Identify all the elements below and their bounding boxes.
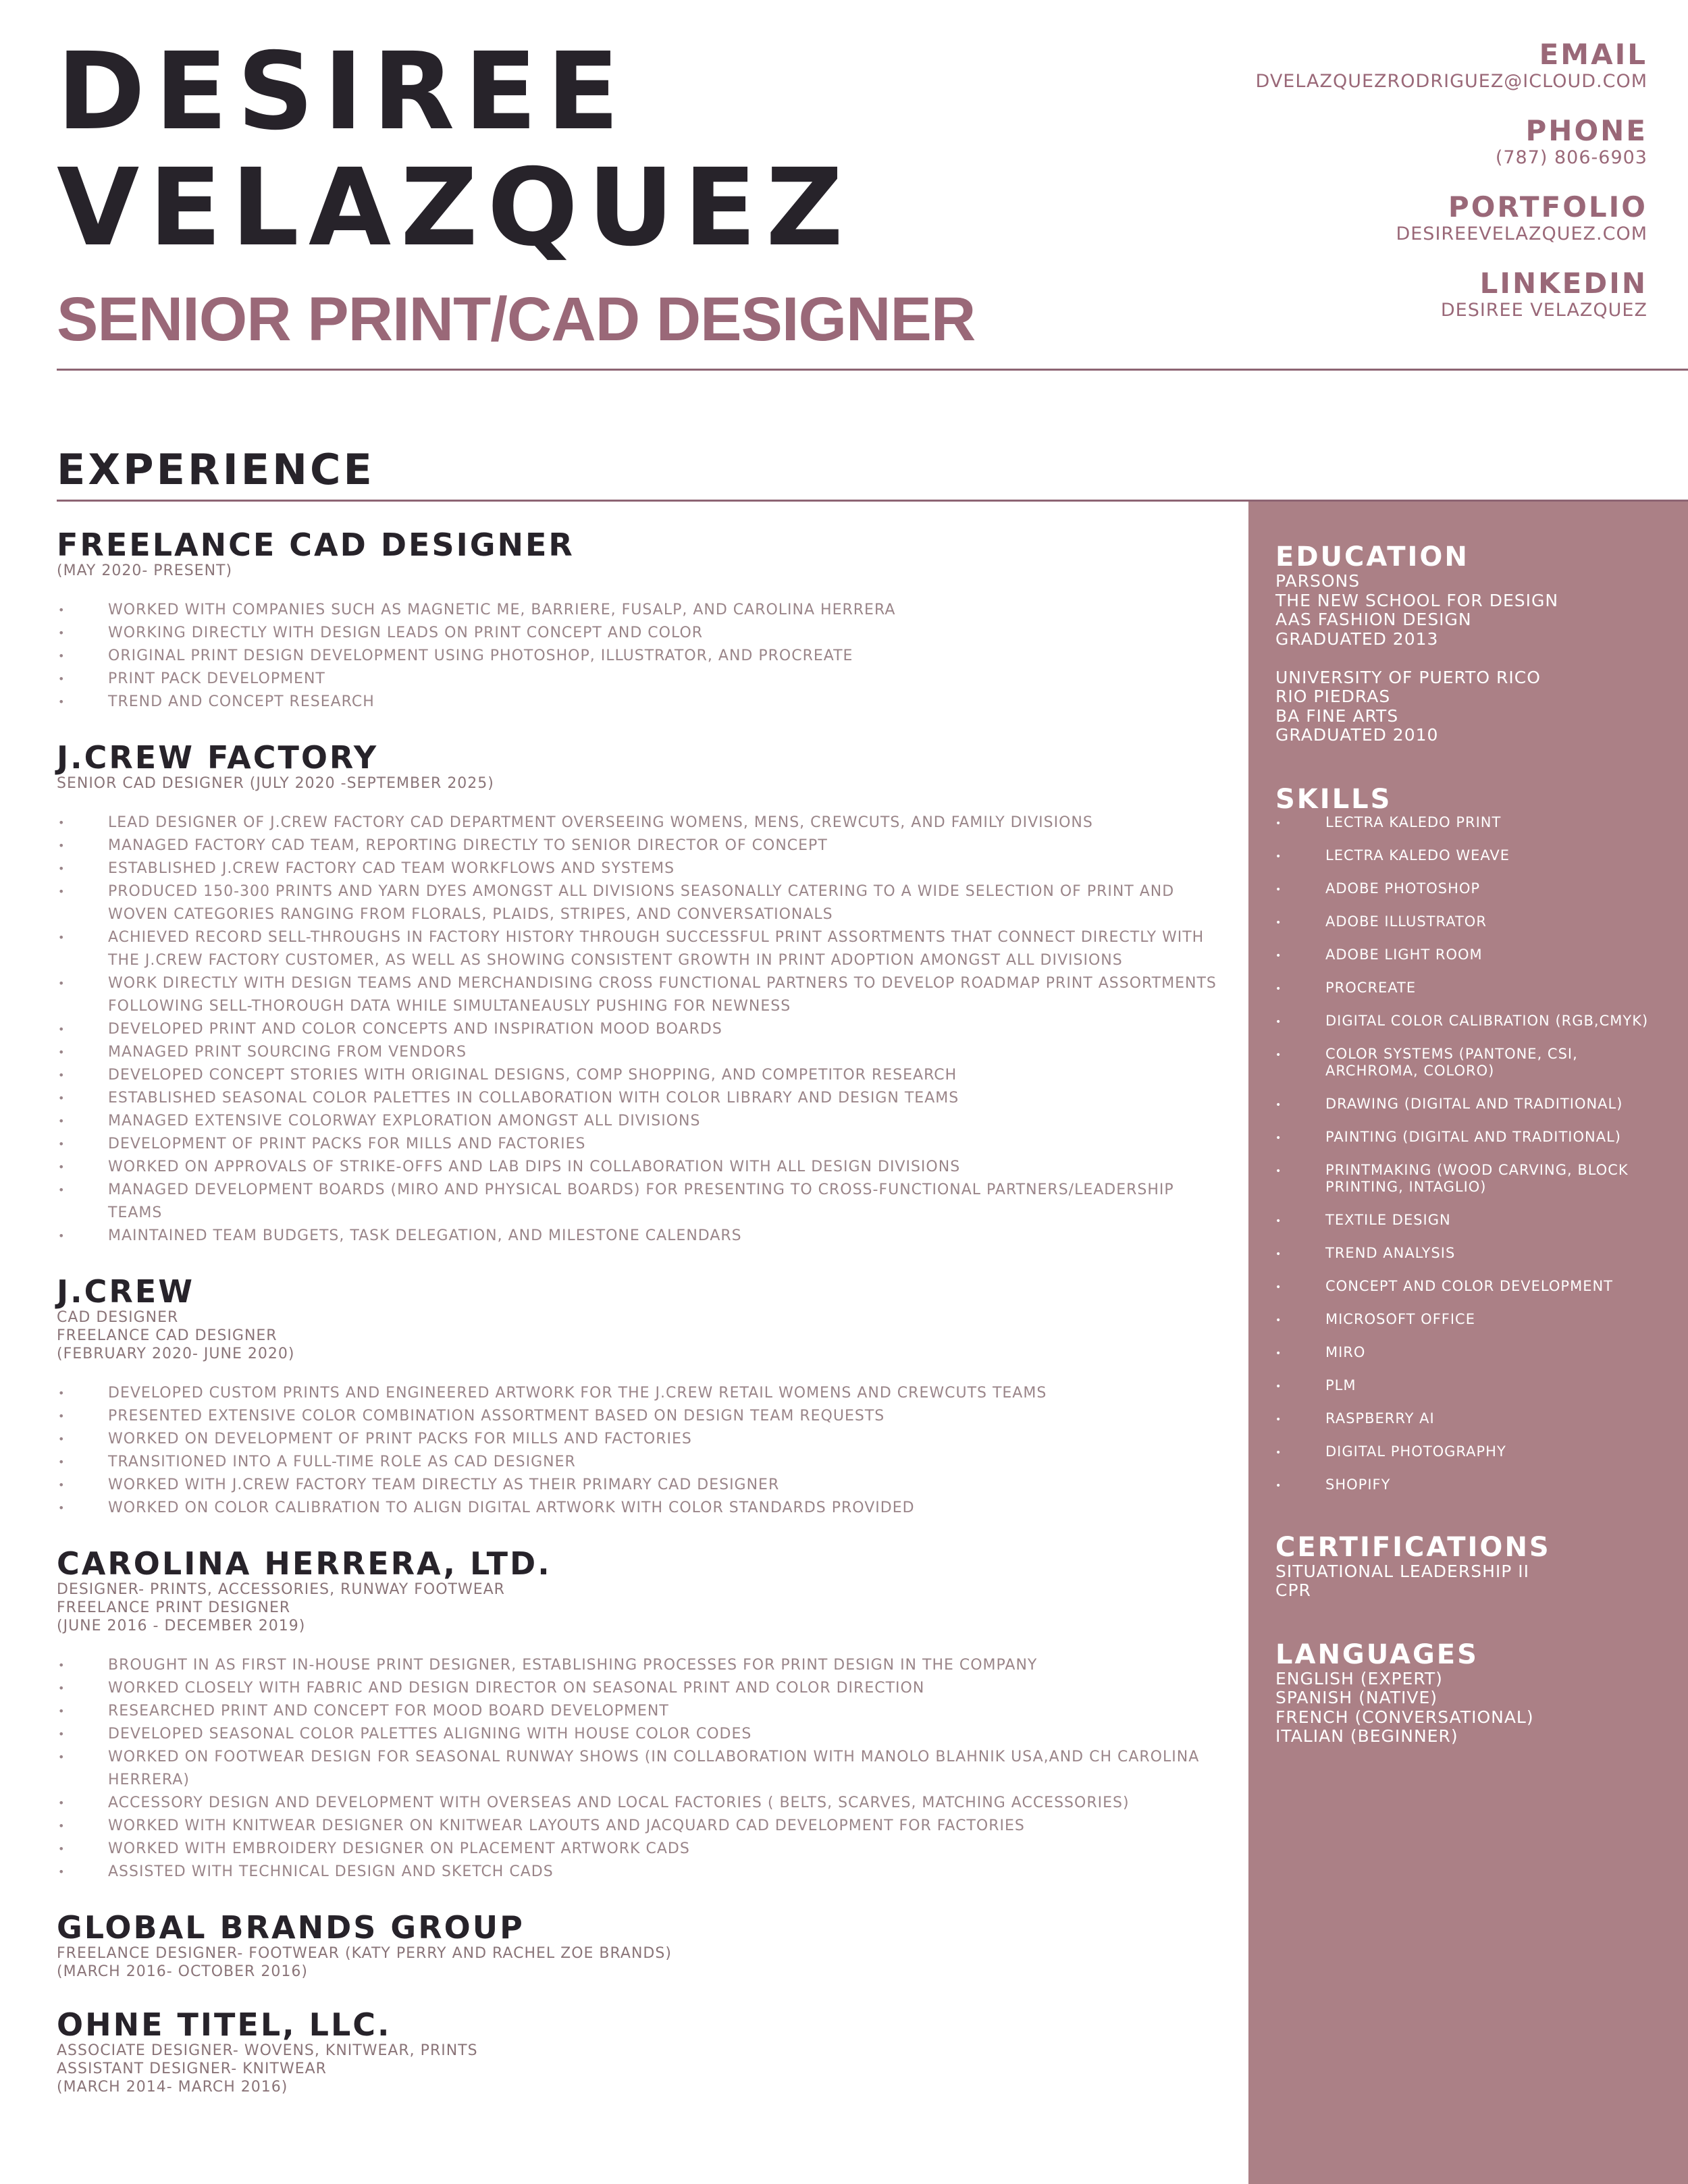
sidebar-line: FRENCH (CONVERSATIONAL): [1275, 1707, 1534, 1727]
job-entry: [57, 1275, 1232, 1520]
skill-item: • PRINTMAKING (WOOD CARVING, BLOCK PRINTING, INTAGLIO): [1275, 1162, 1661, 1196]
skill-item: • LECTRA KALEDO WEAVE: [1275, 847, 1661, 864]
bullet-item: • RESEARCHED PRINT AND CONCEPT FOR MOOD BOARD DEVELOPMENT: [57, 1700, 1232, 1723]
bullet-item: • WORKED WITH KNITWEAR DESIGNER ON KNITWEAR LAYOUTS AND JACQUARD CAD DEVELOPMENT FOR FACTORIES: [57, 1815, 1232, 1838]
job-entry: [57, 2008, 1232, 2096]
job-bullets: [57, 1654, 1232, 1884]
bullet-item: • BROUGHT IN AS FIRST IN-HOUSE PRINT DESIGNER, ESTABLISHING PROCESSES FOR PRINT DESIGN IN THE COMPANY: [57, 1654, 1232, 1677]
skills-heading: SKILLS: [1275, 783, 1392, 815]
contact-phone: [972, 115, 1647, 169]
skill-item: • PROCREATE: [1275, 980, 1661, 996]
skill-item: • LECTRA KALEDO PRINT: [1275, 814, 1661, 831]
education-section: [1275, 542, 1661, 745]
bullet-item: • MAINTAINED TEAM BUDGETS, TASK DELEGATION, AND MILESTONE CALENDARS: [57, 1225, 1232, 1248]
sidebar-line: BA FINE ARTS: [1275, 705, 1399, 726]
job-subtitle: (FEBRUARY 2020- JUNE 2020): [57, 1346, 295, 1362]
sidebar-line: CPR: [1275, 1580, 1311, 1600]
sidebar-line: [1275, 649, 1661, 668]
contact-email: [972, 39, 1647, 93]
full-name: [57, 30, 853, 270]
bullet-item: • ESTABLISHED J.CREW FACTORY CAD TEAM WORKFLOWS AND SYSTEMS: [57, 857, 1232, 880]
contact-portfolio: [972, 192, 1647, 246]
bullet-item: • WORK DIRECTLY WITH DESIGN TEAMS AND MERCHANDISING CROSS FUNCTIONAL PARTNERS TO DEVELOP ROADMAP PRINT ASSORTMENTS FOLLOWING SELL-THOROUGH DATA WHILE SIMULTANEAUSLY PUSHING FOR NEWNESS: [57, 972, 1232, 1018]
certifications-heading: CERTIFICATIONS: [1275, 1531, 1551, 1563]
skill-item: • RASPBERRY AI: [1275, 1410, 1661, 1427]
job-subtitle: DESIGNER- PRINTS, ACCESSORIES, RUNWAY FOOTWEAR: [57, 1581, 505, 1598]
bullet-item: • WORKED WITH J.CREW FACTORY TEAM DIRECTLY AS THEIR PRIMARY CAD DESIGNER: [57, 1474, 1232, 1497]
bullet-item: • DEVELOPED PRINT AND COLOR CONCEPTS AND INSPIRATION MOOD BOARDS: [57, 1018, 1232, 1041]
sidebar-line: AAS FASHION DESIGN: [1275, 610, 1472, 629]
bullet-item: • DEVELOPED CUSTOM PRINTS AND ENGINEERED ARTWORK FOR THE J.CREW RETAIL WOMENS AND CREWCUTS TEAMS: [57, 1382, 1232, 1405]
bullet-item: • WORKED CLOSELY WITH FABRIC AND DESIGN DIRECTOR ON SEASONAL PRINT AND COLOR DIRECTION: [57, 1677, 1232, 1700]
linkedin-link[interactable]: DESIREE VELAZQUEZ: [1440, 300, 1647, 321]
job-title: OHNE TITEL, LLC.: [57, 2006, 392, 2043]
job-subtitle: ASSOCIATE DESIGNER- WOVENS, KNITWEAR, PRINTS: [57, 2042, 478, 2059]
contact-label: EMAIL: [1539, 38, 1647, 71]
bullet-item: • DEVELOPED CONCEPT STORIES WITH ORIGINAL DESIGNS, COMP SHOPPING, AND COMPETITOR RESEARCH: [57, 1064, 1232, 1087]
skill-item: • ADOBE PHOTOSHOP: [1275, 880, 1661, 897]
job-bullets: [57, 599, 1232, 714]
skills-section: [1275, 784, 1661, 1493]
phone-link[interactable]: (787) 806-6903: [1495, 147, 1647, 168]
bullet-item: • TREND AND CONCEPT RESEARCH: [57, 691, 1232, 714]
bullet-item: • MANAGED PRINT SOURCING FROM VENDORS: [57, 1041, 1232, 1064]
job-entry: [57, 1547, 1232, 1884]
skill-item: • DIGITAL PHOTOGRAPHY: [1275, 1443, 1661, 1460]
languages-section: [1275, 1640, 1661, 1747]
languages-heading: LANGUAGES: [1275, 1639, 1479, 1670]
job-subtitle: FREELANCE PRINT DESIGNER: [57, 1599, 291, 1616]
sidebar-line: RIO PIEDRAS: [1275, 687, 1391, 706]
bullet-item: • WORKED WITH EMBROIDERY DESIGNER ON PLACEMENT ARTWORK CADS: [57, 1838, 1232, 1861]
bullet-item: • WORKED WITH COMPANIES SUCH AS MAGNETIC ME, BARRIERE, FUSALP, AND CAROLINA HERRERA: [57, 599, 1232, 622]
skill-item: • COLOR SYSTEMS (PANTONE, CSI, ARCHROMA, COLORO): [1275, 1046, 1661, 1080]
certifications-section: [1275, 1533, 1661, 1601]
skill-item: • DIGITAL COLOR CALIBRATION (RGB,CMYK): [1275, 1013, 1661, 1030]
education-heading: EDUCATION: [1275, 541, 1469, 572]
skill-item: • SHOPIFY: [1275, 1476, 1661, 1493]
bullet-item: • MANAGED EXTENSIVE COLORWAY EXPLORATION AMONGST ALL DIVISIONS: [57, 1110, 1232, 1133]
sidebar-line: PARSONS: [1275, 571, 1361, 591]
skill-item: • MICROSOFT OFFICE: [1275, 1311, 1661, 1328]
sidebar-line: UNIVERSITY OF PUERTO RICO: [1275, 667, 1541, 687]
bullet-item: • PRESENTED EXTENSIVE COLOR COMBINATION ASSORTMENT BASED ON DESIGN TEAM REQUESTS: [57, 1405, 1232, 1428]
job-entry: [57, 1911, 1232, 1981]
languages-lines: [1275, 1670, 1661, 1747]
bullet-item: • LEAD DESIGNER OF J.CREW FACTORY CAD DEPARTMENT OVERSEEING WOMENS, MENS, CREWCUTS, AND FAMILY DIVISIONS: [57, 811, 1232, 834]
job-subtitle: (MAY 2020- PRESENT): [57, 562, 233, 579]
bullet-item: • WORKING DIRECTLY WITH DESIGN LEADS ON PRINT CONCEPT AND COLOR: [57, 622, 1232, 645]
bullet-item: • MANAGED FACTORY CAD TEAM, REPORTING DIRECTLY TO SENIOR DIRECTOR OF CONCEPT: [57, 834, 1232, 857]
job-title: J.CREW: [57, 1273, 194, 1310]
bullet-item: • ORIGINAL PRINT DESIGN DEVELOPMENT USING PHOTOSHOP, ILLUSTRATOR, AND PROCREATE: [57, 645, 1232, 668]
job-subtitle: CAD DESIGNER: [57, 1309, 179, 1326]
job-bullets: [57, 811, 1232, 1248]
bullet-item: • ACCESSORY DESIGN AND DEVELOPMENT WITH OVERSEAS AND LOCAL FACTORIES ( BELTS, SCARVES, MATCHING ACCESSORIES): [57, 1792, 1232, 1815]
skill-item: • ADOBE LIGHT ROOM: [1275, 947, 1661, 963]
sidebar-line: SPANISH (NATIVE): [1275, 1688, 1438, 1707]
job-subtitle: (MARCH 2016- OCTOBER 2016): [57, 1963, 308, 1980]
sidebar-line: SITUATIONAL LEADERSHIP II: [1275, 1561, 1530, 1581]
job-subtitle: FREELANCE DESIGNER- FOOTWEAR (KATY PERRY AND RACHEL ZOE BRANDS): [57, 1945, 672, 1962]
bullet-item: • ACHIEVED RECORD SELL-THROUGHS IN FACTORY HISTORY THROUGH SUCCESSFUL PRINT ASSORTMENTS THAT CONNECT DIRECTLY WITH THE J.CREW FACTORY CUSTOMER, AS WELL AS SHOWING CONSISTENT GROWTH IN PRINT ADOPTION AMONGST ALL DIVISIONS: [57, 926, 1232, 972]
contact-label: PHONE: [1525, 114, 1647, 147]
certifications-lines: [1275, 1562, 1661, 1601]
bullet-item: • TRANSITIONED INTO A FULL-TIME ROLE AS CAD DESIGNER: [57, 1451, 1232, 1474]
job-subtitle: (JUNE 2016 - DECEMBER 2019): [57, 1618, 306, 1634]
skills-list: [1275, 814, 1661, 1493]
education-lines: [1275, 572, 1661, 745]
job-role-title: SENIOR PRINT/CAD DESIGNER: [57, 285, 976, 354]
job-subtitle: FREELANCE CAD DESIGNER: [57, 1327, 278, 1344]
sidebar-line: GRADUATED 2013: [1275, 629, 1439, 649]
experience-heading: EXPERIENCE: [57, 445, 375, 494]
skill-item: • DRAWING (DIGITAL AND TRADITIONAL): [1275, 1096, 1661, 1113]
job-subtitle: ASSISTANT DESIGNER- KNITWEAR: [57, 2060, 327, 2077]
bullet-item: • WORKED ON APPROVALS OF STRIKE-OFFS AND LAB DIPS IN COLLABORATION WITH ALL DESIGN DIVISIONS: [57, 1156, 1232, 1179]
bullet-item: • WORKED ON FOOTWEAR DESIGN FOR SEASONAL RUNWAY SHOWS (IN COLLABORATION WITH MANOLO BLAHNIK USA,AND CH CAROLINA HERRERA): [57, 1746, 1232, 1792]
bullet-item: • ASSISTED WITH TECHNICAL DESIGN AND SKETCH CADS: [57, 1861, 1232, 1884]
job-title: J.CREW FACTORY: [57, 739, 379, 776]
bullet-item: • WORKED ON DEVELOPMENT OF PRINT PACKS FOR MILLS AND FACTORIES: [57, 1428, 1232, 1451]
sidebar: [1248, 502, 1688, 2184]
job-entry: [57, 741, 1232, 1248]
sidebar-line: THE NEW SCHOOL FOR DESIGN: [1275, 590, 1559, 610]
sidebar-line: GRADUATED 2010: [1275, 725, 1439, 745]
bullet-item: • ESTABLISHED SEASONAL COLOR PALETTES IN COLLABORATION WITH COLOR LIBRARY AND DESIGN TEAMS: [57, 1087, 1232, 1110]
contact-linkedin: [972, 268, 1647, 322]
job-entry: [57, 528, 1232, 714]
bullet-item: • PRODUCED 150-300 PRINTS AND YARN DYES AMONGST ALL DIVISIONS SEASONALLY CATERING TO A WIDE SELECTION OF PRINT AND WOVEN CATEGORIES RANGING FROM FLORALS, PLAIDS, STRIPES, AND CONVERSATIONALS: [57, 880, 1232, 926]
bullet-item: • MANAGED DEVELOPMENT BOARDS (MIRO AND PHYSICAL BOARDS) FOR PRESENTING TO CROSS-FUNCTIONAL PARTNERS/LEADERSHIP TEAMS: [57, 1179, 1232, 1225]
contact-label: LINKEDIN: [1479, 267, 1647, 300]
last-name: VELAZQUEZ: [57, 146, 853, 270]
bullet-item: • PRINT PACK DEVELOPMENT: [57, 668, 1232, 691]
skill-item: • PLM: [1275, 1377, 1661, 1394]
job-title: CAROLINA HERRERA, LTD.: [57, 1545, 552, 1582]
experience-list: [57, 528, 1232, 2123]
email-link[interactable]: DVELAZQUEZRODRIGUEZ@ICLOUD.COM: [1255, 71, 1647, 92]
job-title: FREELANCE CAD DESIGNER: [57, 527, 575, 563]
skill-item: • PAINTING (DIGITAL AND TRADITIONAL): [1275, 1129, 1661, 1146]
sidebar-line: ENGLISH (EXPERT): [1275, 1668, 1443, 1688]
job-subtitle: SENIOR CAD DESIGNER (JULY 2020 -SEPTEMBER 2025): [57, 775, 494, 792]
header-divider: [57, 369, 1688, 371]
bullet-item: • DEVELOPMENT OF PRINT PACKS FOR MILLS AND FACTORIES: [57, 1133, 1232, 1156]
skill-item: • ADOBE ILLUSTRATOR: [1275, 913, 1661, 930]
skill-item: • CONCEPT AND COLOR DEVELOPMENT: [1275, 1278, 1661, 1295]
job-title: GLOBAL BRANDS GROUP: [57, 1909, 525, 1946]
bullet-item: • WORKED ON COLOR CALIBRATION TO ALIGN DIGITAL ARTWORK WITH COLOR STANDARDS PROVIDED: [57, 1497, 1232, 1520]
skill-item: • MIRO: [1275, 1344, 1661, 1361]
job-subtitle: (MARCH 2014- MARCH 2016): [57, 2079, 288, 2096]
job-bullets: [57, 1382, 1232, 1520]
contact-label: PORTFOLIO: [1448, 190, 1647, 223]
skill-item: • TREND ANALYSIS: [1275, 1245, 1661, 1262]
contact-info: [972, 39, 1647, 344]
skill-item: • TEXTILE DESIGN: [1275, 1212, 1661, 1229]
portfolio-link[interactable]: DESIREEVELAZQUEZ.COM: [1396, 223, 1647, 244]
bullet-item: • DEVELOPED SEASONAL COLOR PALETTES ALIGNING WITH HOUSE COLOR CODES: [57, 1723, 1232, 1746]
sidebar-line: ITALIAN (BEGINNER): [1275, 1726, 1458, 1746]
first-name: DESIREE: [57, 30, 629, 154]
